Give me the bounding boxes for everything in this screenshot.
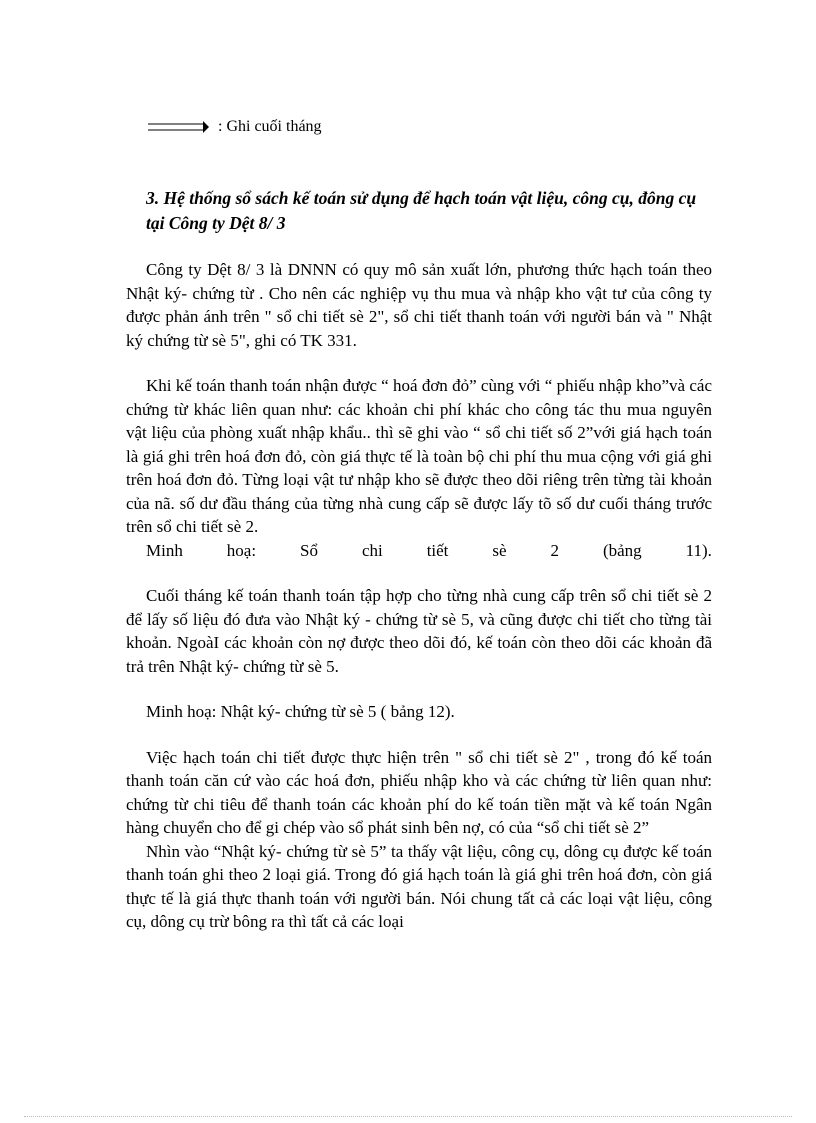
word: chi (361, 540, 383, 560)
word: 2 (550, 540, 559, 560)
paragraph-7: Nhìn vào “Nhật ký- chứng từ sè 5” ta thấy vật liệu, công cụ, dông cụ được kế toán thanh toán ghi theo 2 loại giá. Trong đó giá hạch toán là giá ghi trên hoá đơn, còn giá thực tế là giá thực thanh toán với người bán. Nói chung tất cả các loại vật liệu, công cụ, dông cụ trừ bông ra thì tất cả các loại (126, 841, 712, 931)
paragraph-5: Minh hoạ: Nhật ký- chứng từ sè 5 ( bảng 12). (146, 702, 455, 721)
word: hoạ: (226, 540, 257, 560)
section-heading: 3. Hệ thống sổ sách kế toán sử dụng để hạch toán vật liệu, công cụ, đông cụ tại Công ty Dệt 8/ 3 (146, 188, 697, 233)
word: sè (492, 540, 507, 560)
paragraph-4: Cuối tháng kế toán thanh toán tập hợp cho từng nhà cung cấp trên sổ chi tiết sè 2 để lấy số liệu đó đưa vào Nhật ký - chứng từ sè 5, và cũng được chi tiết cho từng tài khoản. NgoàI các khoản còn nợ được theo dõi đó, kế toán còn theo dõi các khoản đã trả trên Nhật ký- chứng từ sè 5. (126, 586, 712, 676)
word: (bảng (602, 540, 642, 560)
page-bottom-border (24, 1116, 792, 1117)
body-text (126, 258, 712, 934)
word: tiết (426, 540, 449, 560)
paragraph-2: Khi kế toán thanh toán nhận được “ hoá đơn đỏ” cùng với “ phiếu nhập kho”và các chứng từ khác liên quan như: các khoản chi phí khác cho công tác thu mua nguyên vật liệu của phòng xuất nhập khẩu.. thì sẽ ghi vào “ sổ chi tiết số 2”với giá hạch toán là giá ghi trên hoá đơn đỏ, còn giá thực tế là toàn bộ chi phí thu mua cộng với giá ghi trên hoá đơn đỏ. Từng loại vật tư nhập kho sẽ được theo dõi riêng trên từng tài khoản của nã. số dư đầu tháng của từng nhà cung cấp sẽ được lấy tõ số dư cuối tháng trước trên sổ chi tiết sè 2. (126, 376, 712, 536)
paragraph-1: Công ty Dệt 8/ 3 là DNNN có quy mô sản xuất lớn, phương thức hạch toán theo Nhật ký- chứng từ . Cho nên các nghiệp vụ thu mua và nhập kho vật tư của công ty được phản ánh trên " sổ chi tiết sè 2", sổ chi tiết thanh toán với người bán và " Nhật ký chứng từ sè 5", ghi có TK 331. (126, 260, 712, 350)
legend (148, 116, 322, 138)
paragraph-6: Việc hạch toán chi tiết được thực hiện trên " sổ chi tiết sè 2" , trong đó kế toán thanh toán căn cứ vào các hoá đơn, phiếu nhập kho và các chứng từ liên quan như: chứng từ chi tiêu để thanh toán các khoản phí do kế toán tiền mặt và kế toán Ngân hàng chuyển cho để gi chép vào sổ phát sinh bên nợ, có của “sổ chi tiết sè 2” (126, 747, 712, 837)
word: 11). (685, 540, 712, 560)
legend-label: : Ghi cuối tháng (218, 118, 322, 135)
word: Minh (146, 540, 183, 560)
word: Sổ (300, 540, 318, 560)
paragraph-3 (126, 539, 712, 563)
double-arrow-icon (148, 120, 210, 134)
